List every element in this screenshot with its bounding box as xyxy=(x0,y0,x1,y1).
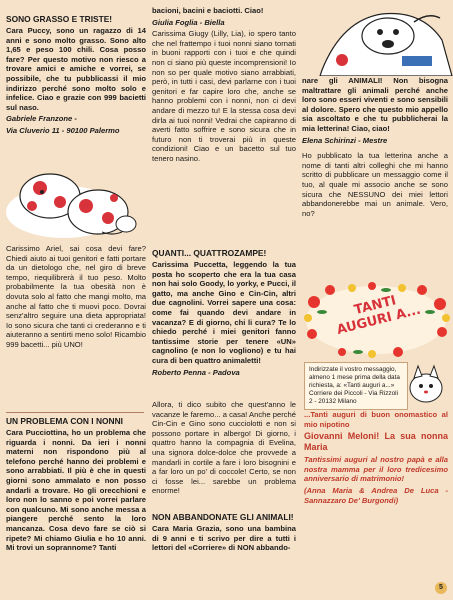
column-1-letter-2 xyxy=(6,416,146,555)
divider xyxy=(6,412,144,413)
reply-text: Carissima Giugy (Lilly, Lia), io spero tanto che nel frattempo i tuoi nonni siano tornati in buoni rapporti con i tuoi e che quindi non ci siano più queste incomprensioni! Io non so per quale motivo siano arrabbiati, però, in tutti i casi, devi parlarne con i tuoi genitori e far capire loro che, anche se hanno problemi con i nonni, non ci devi andare di mezzo tu! E la stessa cosa devi dirla ai tuoi nonni! Vedrai che capiranno di averti fatto soffrire e sono sicura che in futuro non ti troverai più in queste condizioni! Ciao e un bacetto sul tuo tenero nasino. xyxy=(152,29,296,163)
submission-info-box xyxy=(304,362,408,410)
column-2-reply-3 xyxy=(152,400,296,498)
banner-title: TANTI AUGURI A... xyxy=(335,293,423,338)
submission-info-text: Indirizzate il vostro messaggio, almeno 1 mese prima della data richiesta, a: «Tanti auguri a...» Corriere dei Piccoli - Via Rizzoli 2 - 20132 Milano xyxy=(309,366,400,405)
letter-heading: SONO GRASSO E TRISTE! xyxy=(6,14,113,24)
column-2-letter-4 xyxy=(152,512,296,555)
polka-dot-dog-illustration xyxy=(2,162,146,240)
reply-text: Ho pubblicato la tua letterina anche a nome di tanti altri colleghi che mi hanno scritto di pubblicare un messaggio come il tuo, al quale mi associo anche se sono sicura che NESSUNO dei miei lettori abbandonerebbe mai un animale. Vero, no? xyxy=(302,151,448,218)
birthday-wishes xyxy=(304,410,448,507)
wish-intro: ...Tanti auguri di buon onomastico al mio nipotino xyxy=(304,410,448,429)
letter-body: Cara Pucciottina, ho un problema che riguarda i nonni. Da ieri i nonni materni non rispondono più al telefono perché hanno dei problemi e sono arrabbiati. Il più è che in questi giorni sono ammalato e non posso andarli a trovare. Ho gli orecchioni e loro non lo sanno e poi vorrei parlare con qualcuno. Mi sono anche messa a piangere perché sento la loro mancanza. Cosa devo fare se ciò si ripete? Mi chiamo Giulia e ho 10 anni. Mi trovi un soprannome? Tanti xyxy=(6,428,146,553)
letter-signature: Giulia Foglia - Biella xyxy=(152,17,225,27)
cartoon-character-illustration xyxy=(302,0,453,76)
letter-body: Cara Maria Grazia, sono una bambina di 9 anni e ti scrivo per dire a tutti i lettori del «Corriere» di NON abbando- xyxy=(152,524,296,553)
letter-body: Cara Puccy, sono un ragazzo di 14 anni e sono molto grasso. Sono alto 1,65 e peso 100 chili. Cosa posso fare? Per questo motivo non riesco a trovare amici e amiche e vorrei, se possibile, che tu pubblicassi il mio indirizzo perché sono molto solo e infelice. Ciao e grazie con 999 bacietti sul naso. xyxy=(6,26,146,112)
letter-signature: Roberto Penna - Padova xyxy=(152,367,240,377)
letter-heading: QUANTI... QUATTROZAMPE! xyxy=(152,248,267,258)
wish-text: Tantissimi auguri al nostro papà e alla nostra mamma per il loro tredicesimo anniversario di matrimonio! xyxy=(304,455,448,484)
cat-illustration xyxy=(404,362,448,406)
letter-address: Via Cluverio 11 - 90100 Palermo xyxy=(6,125,120,135)
column-2-letter-3 xyxy=(152,248,296,379)
letter-continuation: bacioni, bacini e baciotti. Ciao! xyxy=(152,6,264,15)
letter-body: Carissima Puccetta, leggendo la tua posta ho scoperto che era la tua casa non hai solo Goody, lo yorky, e Pucci, il gatto, ma anche Gino e Cin-Cin, altri due cagnolini. Vorrei sapere una cosa: come fai quando devi andare in vacanza? E di giorno, chi li cura? Te lo chiedo perché i miei genitori fanno tantissime storie per tenere «UN» cagnolino (e non lo vogliono) e tu hai cura di ben quattro animaletti! xyxy=(152,260,296,365)
letter-heading: NON ABBANDONATE GLI ANIMALI! xyxy=(152,512,294,522)
letter-signature: Elena Schirinzi - Mestre xyxy=(302,135,388,145)
reply-text: Allora, ti dico subito che quest'anno le vacanze le faremo... a casa! Anche perché Cin-Cin e Gino sono cucciolotti e non si possono portare in albergo! Di giorno, i quattro hanno la compagnia di Evelina, una signora dolce-dolce che provvede a mandarli in cortile a fare i loro bisognini e a far loro un po' di coccole! Certo, se non ci fosse lei... sarebbe un problema enorme! xyxy=(152,400,296,496)
letter-heading: UN PROBLEMA CON I NONNI xyxy=(6,416,123,426)
column-1-reply xyxy=(6,244,146,352)
wish-signature: (Anna Maria & Andrea De Luca - Sannazzaro De' Burgondi) xyxy=(304,485,448,505)
column-2 xyxy=(152,6,296,166)
letter-signature: Gabriele Franzone - xyxy=(6,114,77,124)
page-number: 5 xyxy=(435,582,447,594)
reply-text: Carissimo Ariel, sai cosa devi fare? Chiedi aiuto ai tuoi genitori e fatti portare da un dietologo che, nel giro di breve tempo, riequilibrerà il tuo peso. Molto probabilmente la tua obesità non è dovuta solo al fatto che mangi molto, ma anche al fatto che ti muovi poco. Dovrai senz'altro seguire una dieta appropriata! Io sono sicura che tanti ci crederanno e ti aiuteranno a sentirti meno solo! Ricambio 999 bacetti... più UNO! xyxy=(6,244,146,349)
column-3 xyxy=(302,76,448,220)
letter-continuation: nare gli ANIMALI! Non bisogna maltrattare gli animali perché anche loro sono esseri viventi e sono sensibili al dolore. Spero che questo mio appello sia ascoltato e che tu pubblicherai la mia letterina! Ciao, ciao! xyxy=(302,76,448,133)
wish-name: Giovanni Meloni! La sua nonna Maria xyxy=(304,431,448,453)
column-1 xyxy=(6,14,146,138)
